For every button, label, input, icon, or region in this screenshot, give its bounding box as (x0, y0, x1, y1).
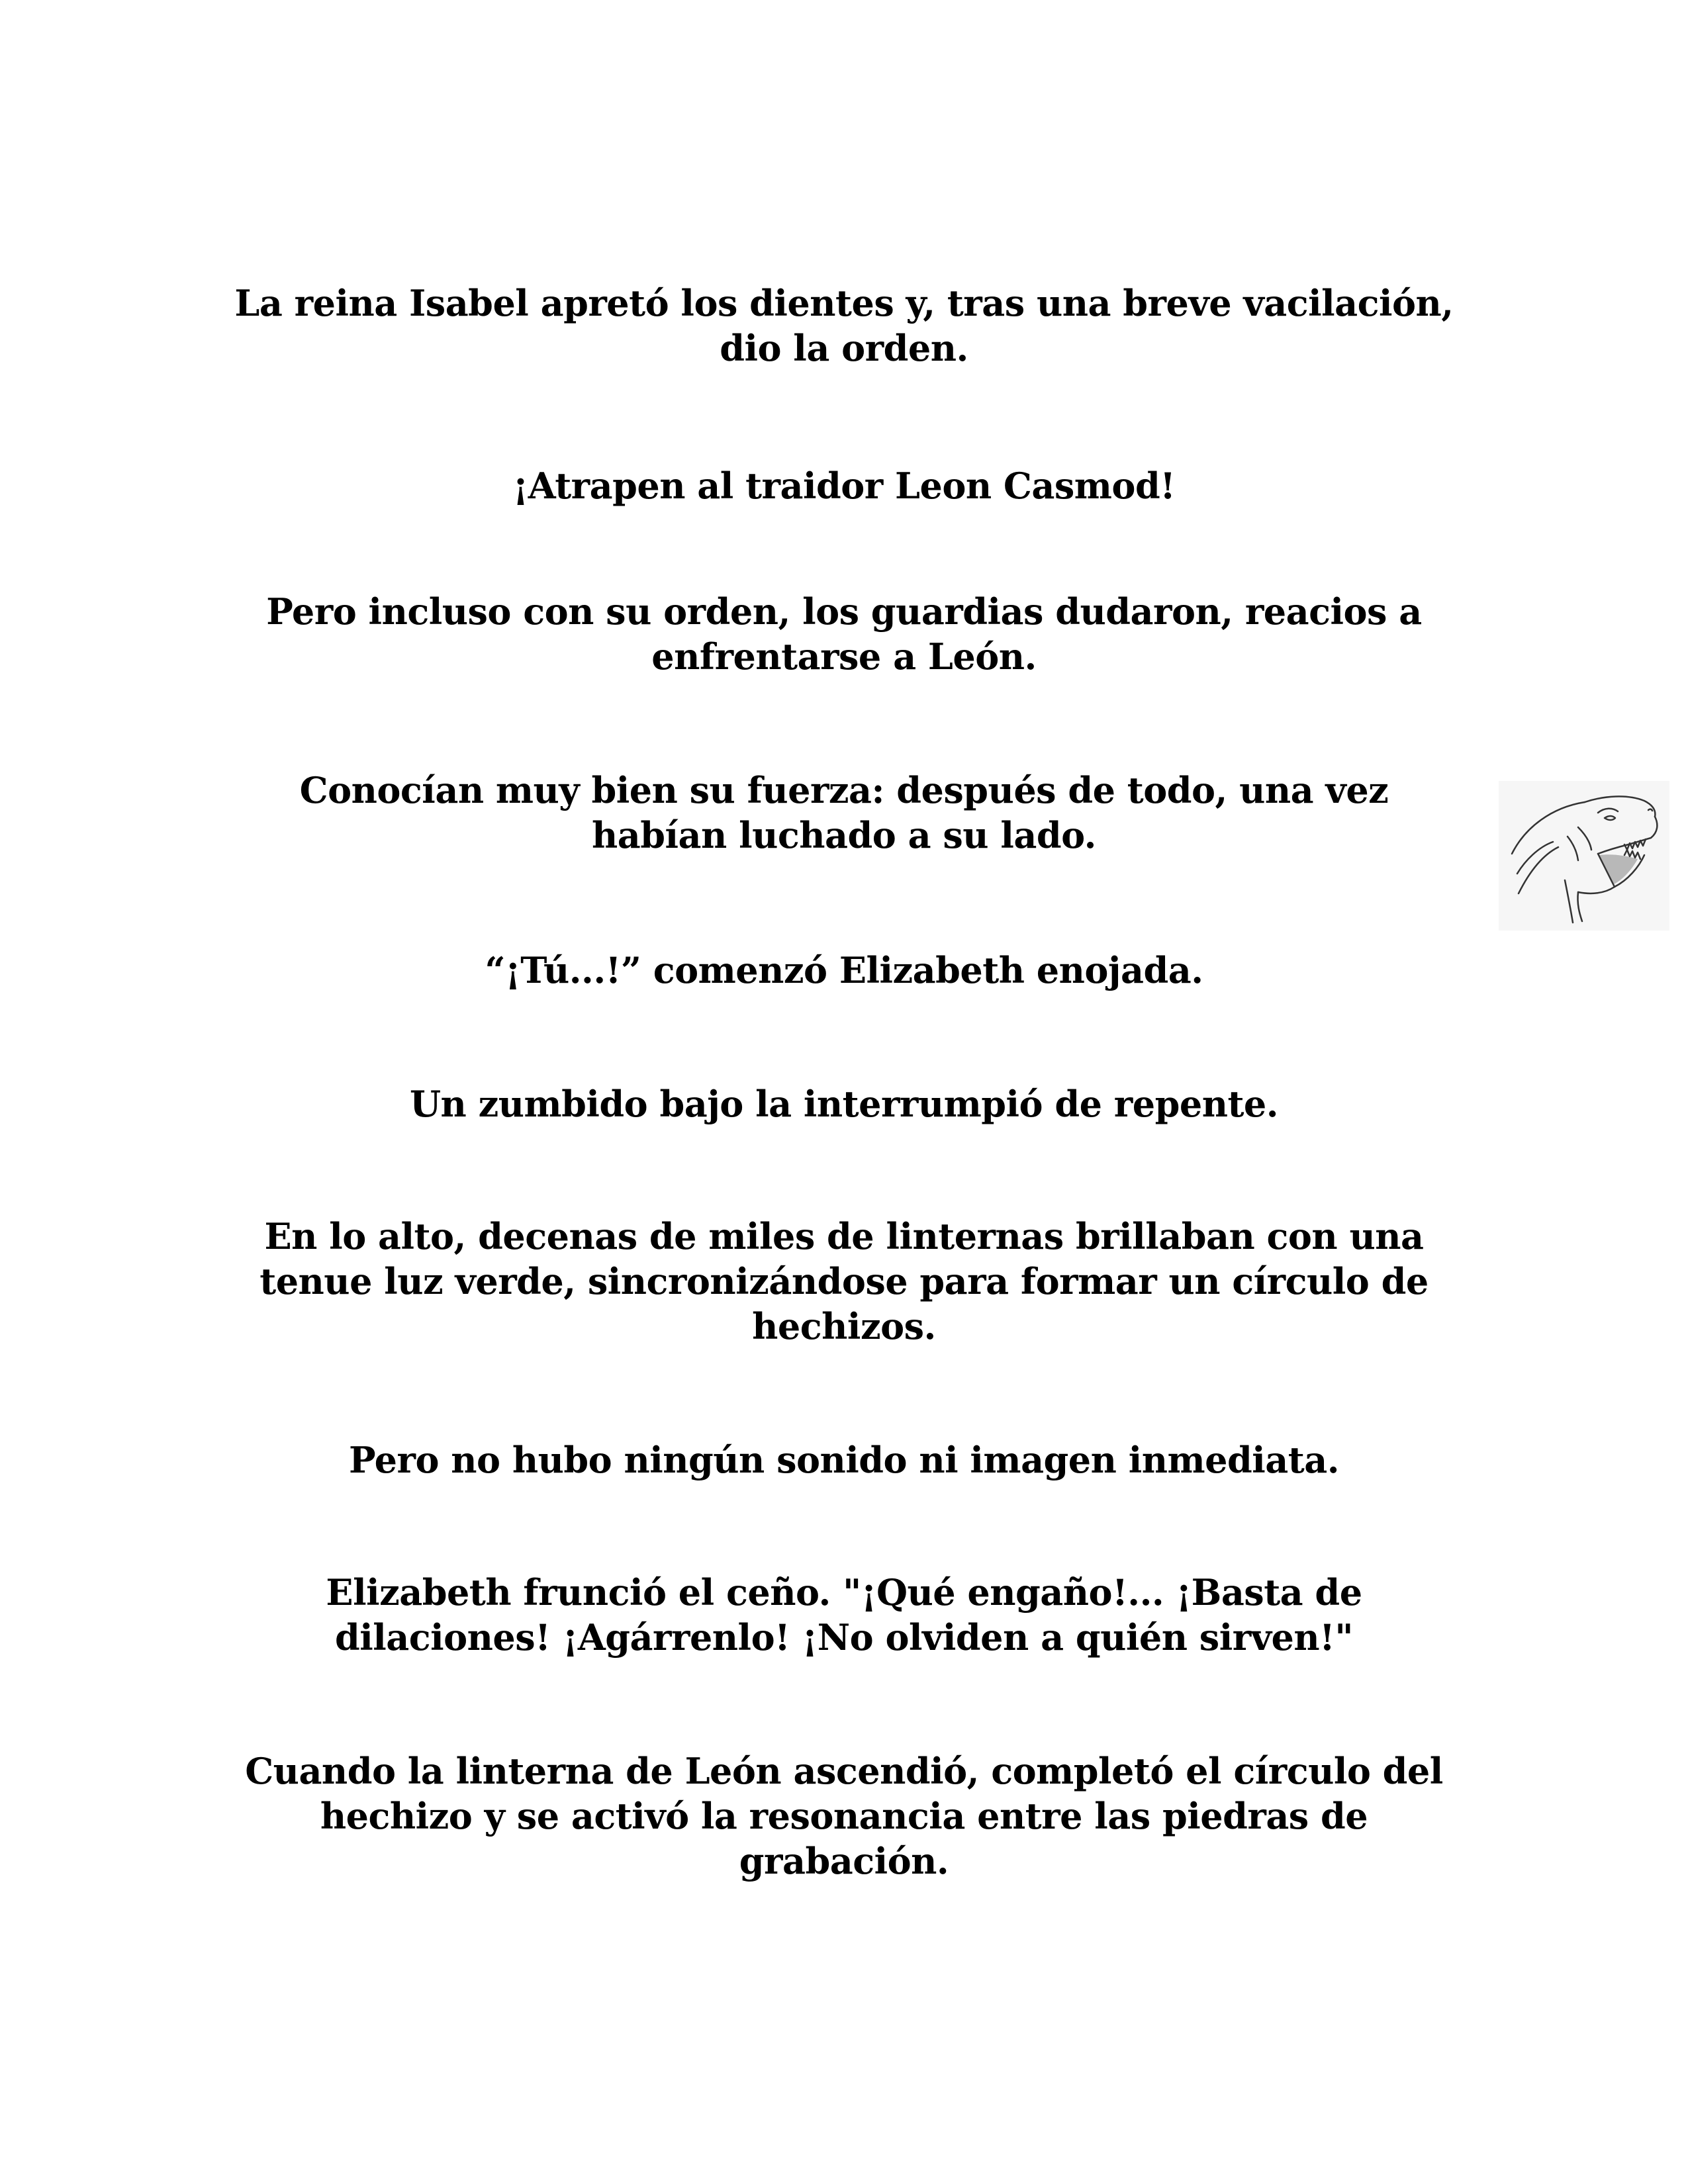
dinosaur-head-sketch-icon (1499, 781, 1669, 931)
paragraph: Pero incluso con su orden, los guardias dudaron, reacios a enfrentarse a León. (266, 590, 1422, 678)
paragraph: Pero no hubo ningún sonido ni imagen inmediata. (349, 1439, 1339, 1481)
paragraph: Conocían muy bien su fuerza: después de todo, una vez habían luchado a su lado. (299, 769, 1389, 856)
paragraph: La reina Isabel apretó los dientes y, tras una breve vacilación, dio la orden. (234, 282, 1454, 369)
paragraph: ¡Atrapen al traidor Leon Casmod! (512, 465, 1176, 507)
paragraph: “¡Tú...!” comenzó Elizabeth enojada. (485, 949, 1203, 991)
paragraph: Elizabeth frunció el ceño. "¡Qué engaño!... ¡Basta de dilaciones! ¡Agárrenlo! ¡No olviden a quién sirven!" (326, 1571, 1362, 1659)
paragraph: Un zumbido bajo la interrumpió de repente. (409, 1083, 1279, 1125)
paragraph: Cuando la linterna de León ascendió, completó el círculo del hechizo y se activó la resonancia entre las piedras de grabación. (245, 1750, 1443, 1882)
paragraph: En lo alto, decenas de miles de linternas brillaban con una tenue luz verde, sincronizándose para formar un círculo de hechizos. (259, 1215, 1429, 1347)
